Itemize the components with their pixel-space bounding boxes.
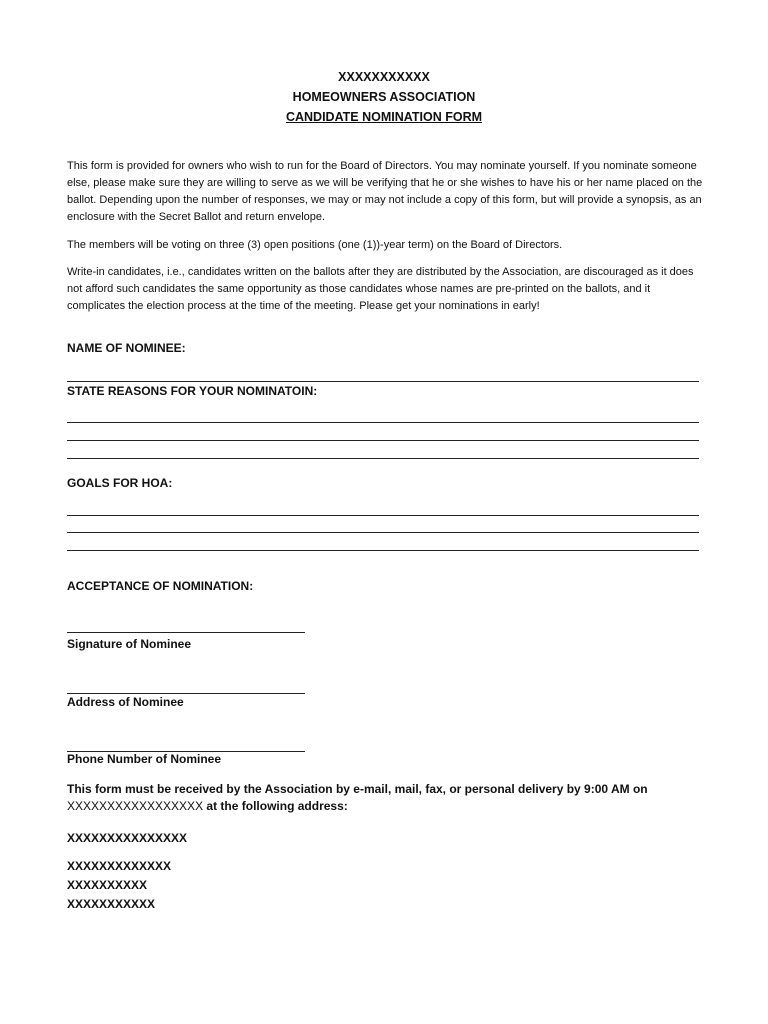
address-label: Address of Nominee xyxy=(67,695,184,709)
phone-label: Phone Number of Nominee xyxy=(67,752,222,766)
address-line-3: XXXXXXXXXXX xyxy=(67,897,156,911)
goals-line-2[interactable] xyxy=(67,532,699,533)
submission-notice xyxy=(67,781,707,815)
notice-date: XXXXXXXXXXXXXXXXX xyxy=(67,799,204,813)
signature-label: Signature of Nominee xyxy=(67,637,192,651)
goals-line-1[interactable] xyxy=(67,515,699,516)
reasons-line-1[interactable] xyxy=(67,422,699,423)
intro-paragraph-3: Write-in candidates, i.e., candidates written on the ballots after they are distributed by the Association, are discouraged as it does not afford such candidates the same opportunity as those candidates whose names are pre-printed on the ballots, and it complicates the election process at the time of the meeting. Please get your nominations in early! xyxy=(67,266,694,312)
intro-paragraph-1: This form is provided for owners who wish to run for the Board of Directors. You may nominate yourself. If you nominate someone else, please make sure they are willing to serve as we will be verifying that he or she wishes to have his or her name placed on the ballot. Depending upon the number of responses, we may or may not include a copy of this form, but will provide a synopsis, as an enclosure with the Secret Ballot and return envelope. xyxy=(67,160,703,223)
address-line[interactable] xyxy=(67,693,305,694)
reasons-line-2[interactable] xyxy=(67,440,699,441)
form-title: CANDIDATE NOMINATION FORM xyxy=(285,110,483,124)
goals-line-3[interactable] xyxy=(67,550,699,551)
association-type: HOMEOWNERS ASSOCIATION xyxy=(292,90,476,104)
notice-text-1: This form must be received by the Association by e-mail, mail, fax, or personal delivery by 9:00 AM on xyxy=(67,782,648,796)
association-name: XXXXXXXXXXX xyxy=(338,70,430,84)
reasons-label: STATE REASONS FOR YOUR NOMINATOIN: xyxy=(67,384,318,398)
goals-label: GOALS FOR HOA: xyxy=(67,476,173,490)
intro-paragraph-2: The members will be voting on three (3) open positions (one (1))-year term) on the Board of Directors. xyxy=(67,239,563,251)
nominee-name-line[interactable] xyxy=(67,381,699,382)
notice-text-2: at the following address: xyxy=(203,799,348,813)
address-line-1: XXXXXXXXXXXXX xyxy=(67,859,172,873)
reasons-line-3[interactable] xyxy=(67,458,699,459)
address-name: XXXXXXXXXXXXXXX xyxy=(67,831,188,845)
address-line-2: XXXXXXXXXX xyxy=(67,878,148,892)
acceptance-label: ACCEPTANCE OF NOMINATION: xyxy=(67,579,254,593)
nominee-name-label: NAME OF NOMINEE: xyxy=(67,341,186,355)
signature-line[interactable] xyxy=(67,632,305,633)
